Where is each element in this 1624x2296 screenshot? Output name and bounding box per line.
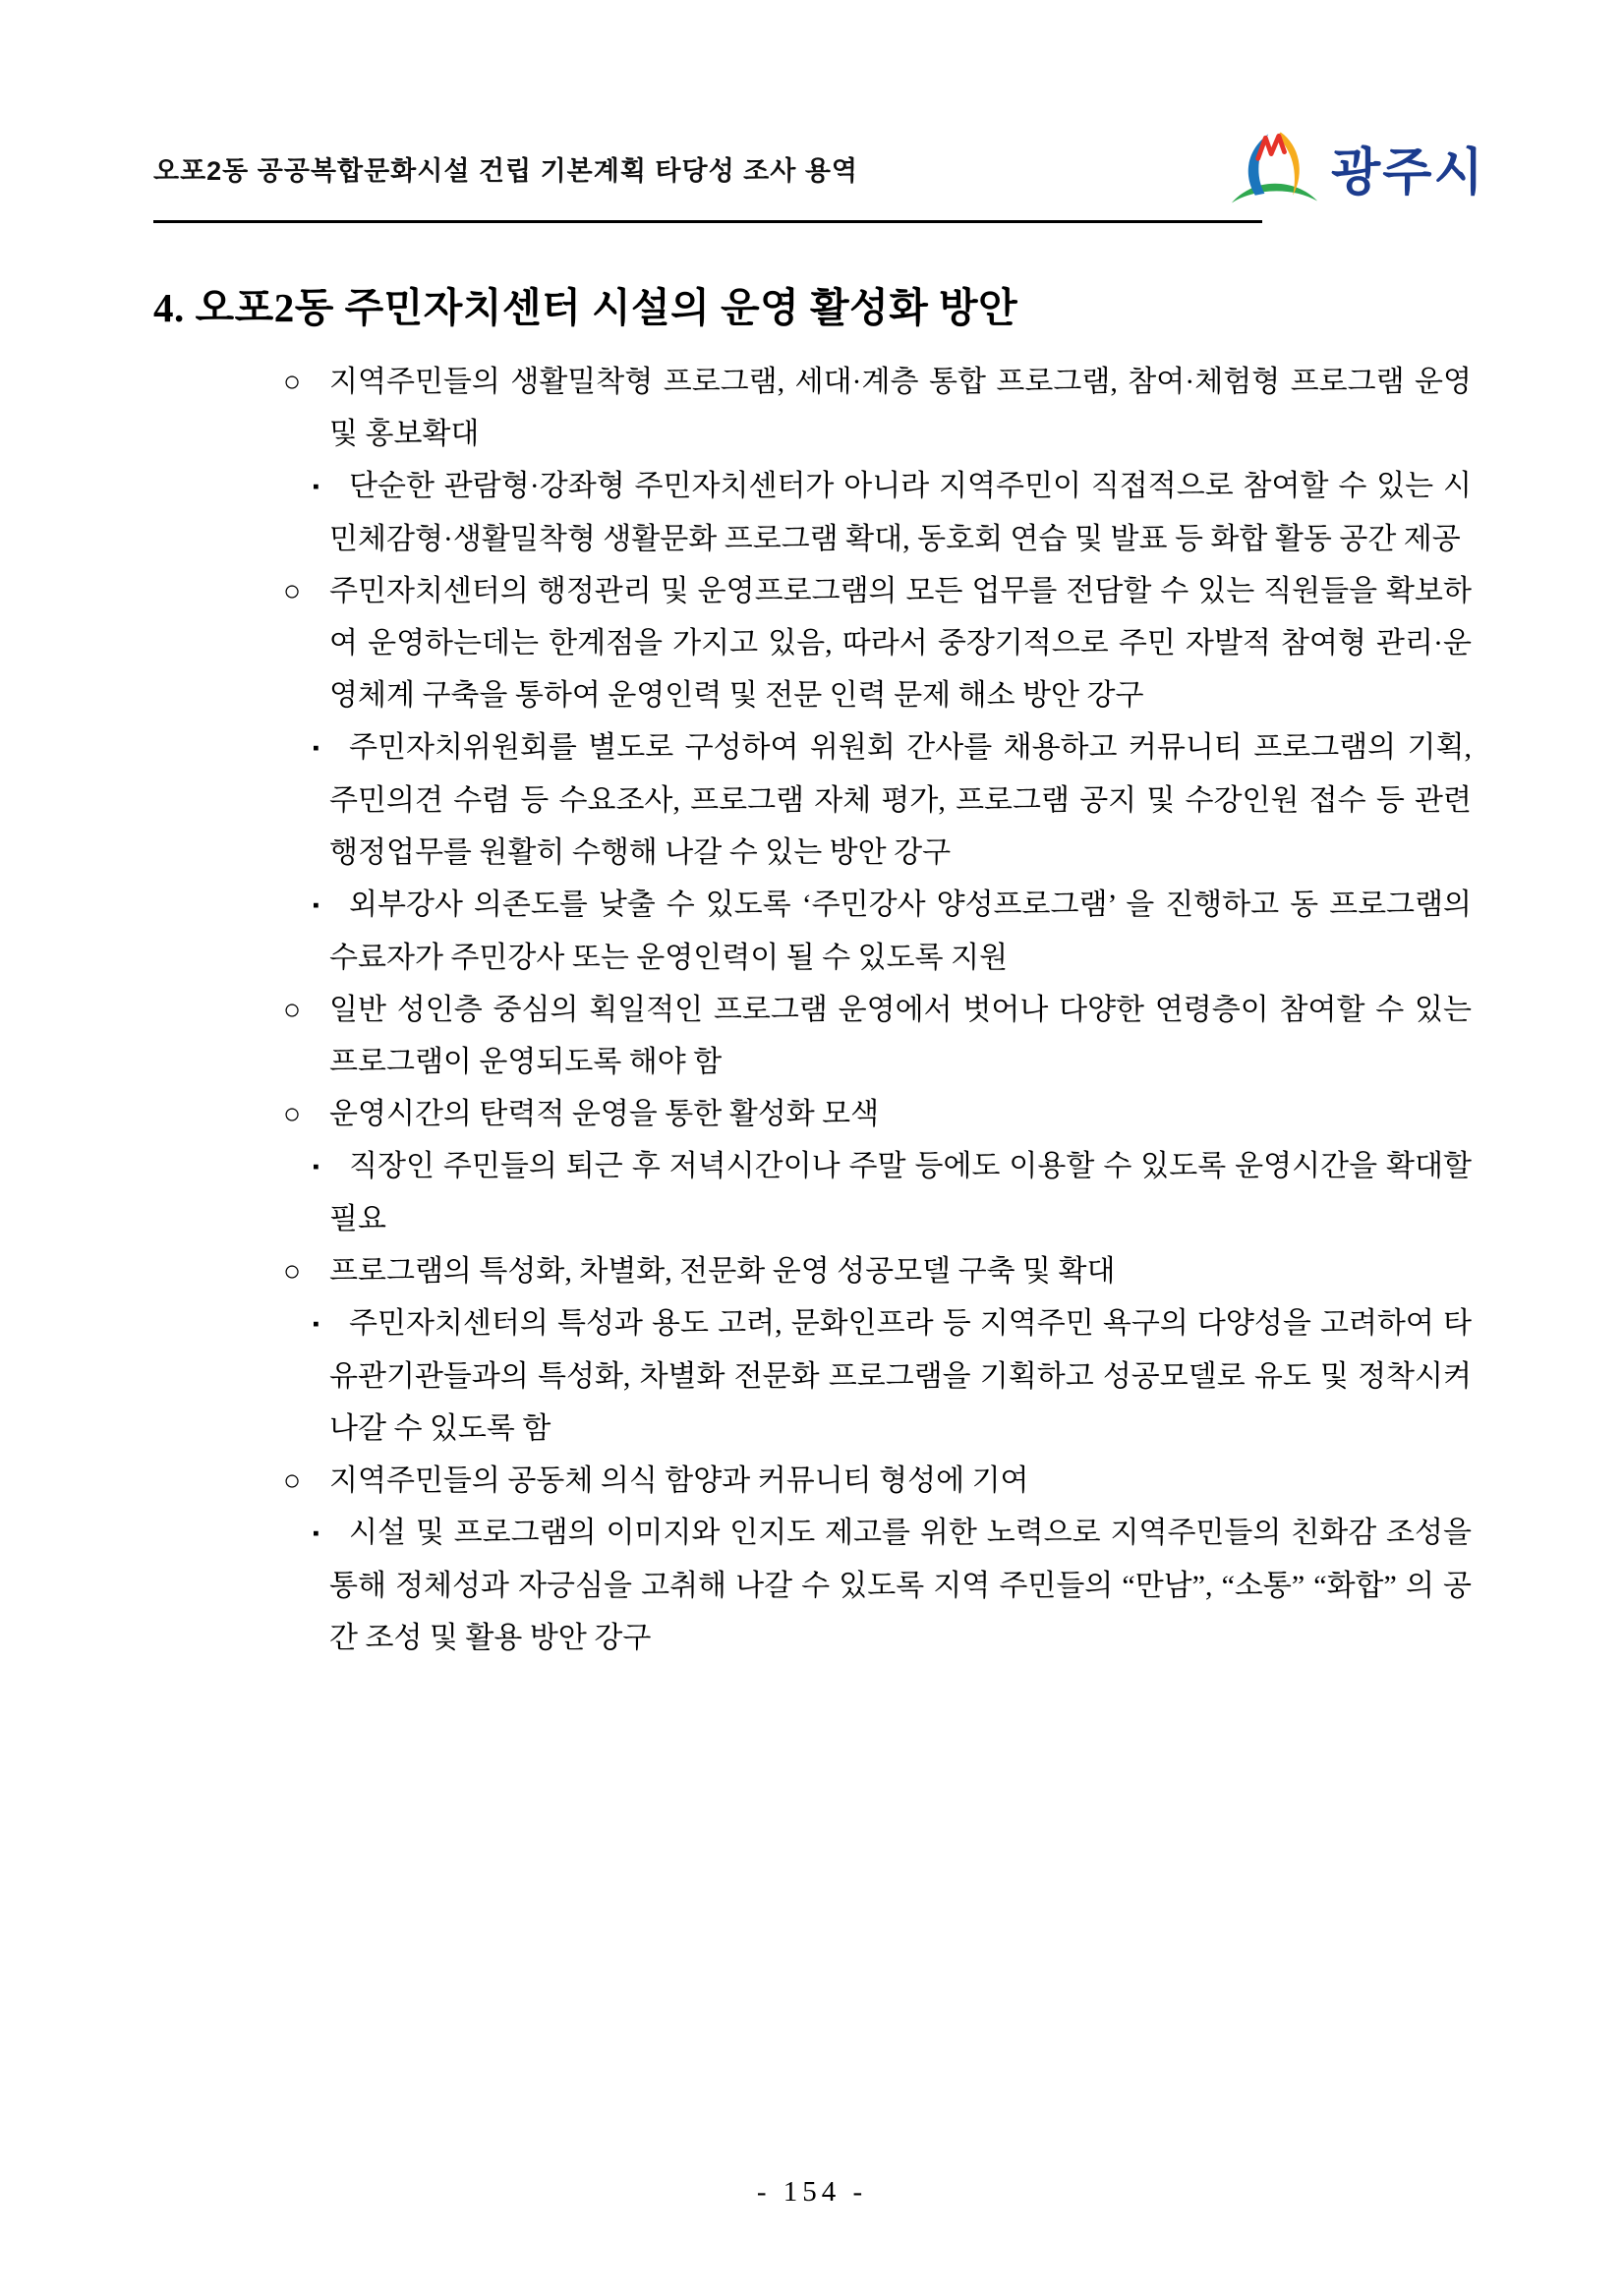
list-item xyxy=(0,1140,1472,1245)
page-number: - 154 - xyxy=(756,2176,868,2208)
bullet-text: 일반 성인층 중심의 획일적인 프로그램 운영에서 벗어나 다양한 연령층이 참여할 수 있는 프로그램이 운영되도록 해야 함 xyxy=(329,994,1472,1078)
bullet-text: 주민자치센터의 행정관리 및 운영프로그램의 모든 업무를 전담할 수 있는 직원들을 확보하여 운영하는데는 한계점을 가지고 있음, 따라서 중장기적으로 주민 자발적 참여형 관리·운영체계 구축을 통하여 운영인력 및 전문 인력 문제 해소 방안 강구 xyxy=(329,575,1472,712)
bullet-text: 단순한 관람형·강좌형 주민자치센터가 아니라 지역주민이 직접적으로 참여할 수 있는 시민체감형·생활밀착형 생활문화 프로그램 확대, 동호회 연습 및 발표 등 화합 활동 공간 제공 xyxy=(329,470,1472,555)
bullet-text: 지역주민들의 생활밀착형 프로그램, 세대·계층 통합 프로그램, 참여·체험형 프로그램 운영 및 홍보확대 xyxy=(329,366,1472,450)
list-item xyxy=(0,984,1472,1088)
bullet-marker: ▪ xyxy=(313,477,319,497)
bullet-text: 주민자치위원회를 별도로 구성하여 위원회 간사를 채용하고 커뮤니티 프로그램의 기획, 주민의견 수렴 등 수요조사, 프로그램 자체 평가, 프로그램 공지 및 수강인원 접수 등 관련 행정업무를 원활히 수행해 나갈 수 있는 방안 강구 xyxy=(329,731,1472,869)
gwangju-city-logo xyxy=(1227,124,1485,210)
header-divider xyxy=(153,220,1262,223)
list-item xyxy=(0,1455,1472,1507)
bullet-marker: ○ xyxy=(283,575,302,607)
bullet-text: 시설 및 프로그램의 이미지와 인지도 제고를 위한 노력으로 지역주민들의 친화감 조성을 통해 정체성과 자긍심을 고취해 나갈 수 있도록 지역 주민들의 “만남”, “소통” “화합” 의 공간 조성 및 활용 방안 강구 xyxy=(329,1517,1472,1654)
section-title: 4. 오포2동 주민자치센터 시설의 운영 활성화 방안 xyxy=(153,285,1018,330)
emblem-red-zigzag xyxy=(1258,136,1285,158)
list-item xyxy=(0,1088,1472,1140)
bullet-marker: ○ xyxy=(283,366,302,398)
bullet-text: 외부강사 의존도를 낮출 수 있도록 ‘주민강사 양성프로그램’ 을 진행하고 동 프로그램의 수료자가 주민강사 또는 운영인력이 될 수 있도록 지원 xyxy=(329,889,1472,974)
bullet-marker: ▪ xyxy=(313,895,319,916)
bullet-list xyxy=(0,356,1472,1664)
list-item xyxy=(0,1507,1472,1664)
bullet-marker: ▪ xyxy=(313,1157,319,1177)
header-doc-title: 오포2동 공공복합문화시설 건립 기본계획 타당성 조사 용역 xyxy=(153,156,858,186)
list-item xyxy=(0,721,1472,879)
list-item xyxy=(0,565,1472,721)
bullet-text: 지역주민들의 공동체 의식 함양과 커뮤니티 형성에 기여 xyxy=(329,1464,1029,1497)
gwangju-emblem-icon xyxy=(1227,124,1321,210)
list-item xyxy=(0,460,1472,565)
bullet-text: 운영시간의 탄력적 운영을 통한 활성화 모색 xyxy=(329,1098,880,1130)
bullet-text: 직장인 주민들의 퇴근 후 저녁시간이나 주말 등에도 이용할 수 있도록 운영시간을 확대할 필요 xyxy=(329,1150,1472,1235)
bullet-text: 주민자치센터의 특성과 용도 고려, 문화인프라 등 지역주민 욕구의 다양성을 고려하여 타 유관기관들과의 특성화, 차별화 전문화 프로그램을 기획하고 성공모델로 유도 및 정착시켜 나갈 수 있도록 함 xyxy=(329,1307,1472,1445)
list-item xyxy=(0,1245,1472,1297)
bullet-marker: ○ xyxy=(283,994,302,1026)
bullet-marker: ▪ xyxy=(313,738,319,759)
bullet-text: 프로그램의 특성화, 차별화, 전문화 운영 성공모델 구축 및 확대 xyxy=(329,1255,1116,1288)
list-item xyxy=(0,1297,1472,1455)
bullet-marker: ○ xyxy=(283,1255,302,1288)
bullet-marker: ▪ xyxy=(313,1523,319,1544)
emblem-green-arc xyxy=(1232,184,1317,203)
list-item xyxy=(0,356,1472,460)
bullet-marker: ○ xyxy=(283,1464,302,1497)
bullet-marker: ▪ xyxy=(313,1314,319,1335)
logo-city-name: 광주시 xyxy=(1331,144,1485,201)
bullet-marker: ○ xyxy=(283,1098,302,1130)
list-item xyxy=(0,879,1472,984)
